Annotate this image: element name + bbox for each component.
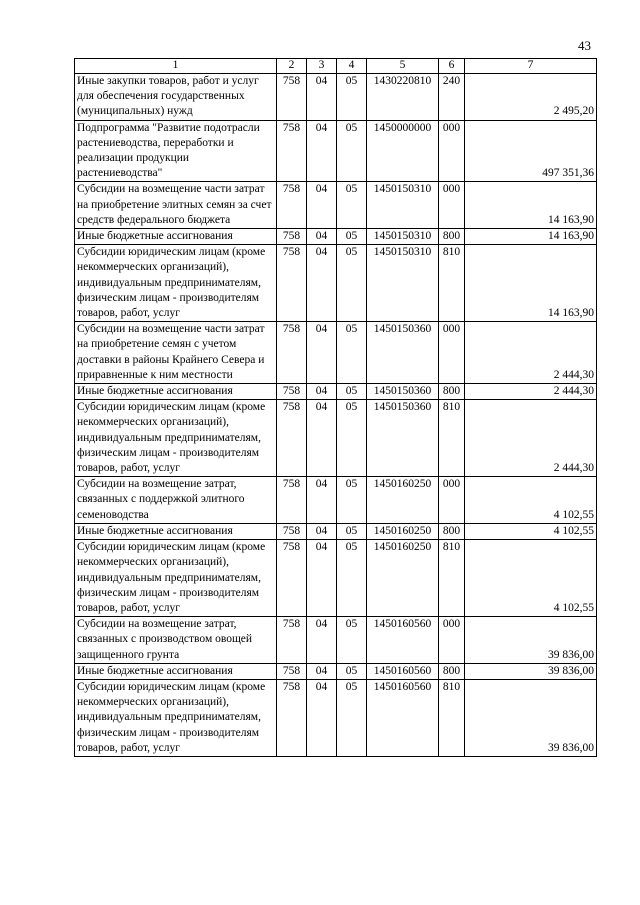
- code-column-2-cell: 758: [277, 182, 307, 229]
- code-column-2-cell: 758: [277, 245, 307, 322]
- code-column-5-cell: 1450160250: [367, 540, 439, 617]
- code-column-4-cell: 05: [337, 120, 367, 182]
- item-name-cell: Иные бюджетные ассигнования: [75, 229, 277, 245]
- code-column-4-cell: 05: [337, 74, 367, 121]
- amount-cell: 2 444,30: [465, 400, 597, 477]
- code-column-4-cell: 05: [337, 322, 367, 384]
- item-name-cell: Субсидии на возмещение части затрат на приобретение элитных семян за счет средств федерального бюджета: [75, 182, 277, 229]
- code-column-5-cell: 1450150310: [367, 245, 439, 322]
- code-column-5-cell: 1450150310: [367, 182, 439, 229]
- table-body: [75, 59, 597, 757]
- code-column-2-cell: 758: [277, 229, 307, 245]
- header-cell-2: 2: [277, 59, 307, 74]
- code-column-2-cell: 758: [277, 74, 307, 121]
- code-column-5-cell: 1450160560: [367, 679, 439, 756]
- code-column-5-cell: 1450150360: [367, 400, 439, 477]
- code-column-5-cell: 1450000000: [367, 120, 439, 182]
- table-row: [75, 120, 597, 182]
- item-name-cell: Субсидии юридическим лицам (кроме некоммерческих организаций), индивидуальным предпринимателям, физическим лицам - производителям товаров, работ, услуг: [75, 540, 277, 617]
- code-column-5-cell: 1430220810: [367, 74, 439, 121]
- code-column-6-cell: 810: [439, 400, 465, 477]
- table-row: [75, 384, 597, 400]
- amount-cell: 14 163,90: [465, 182, 597, 229]
- amount-cell: 14 163,90: [465, 245, 597, 322]
- code-column-4-cell: 05: [337, 477, 367, 524]
- code-column-2-cell: 758: [277, 477, 307, 524]
- code-column-4-cell: 05: [337, 617, 367, 664]
- header-cell-1: 1: [75, 59, 277, 74]
- amount-cell: 2 495,20: [465, 74, 597, 121]
- table-header-row: [75, 59, 597, 74]
- code-column-5-cell: 1450150360: [367, 384, 439, 400]
- code-column-5-cell: 1450150360: [367, 322, 439, 384]
- code-column-2-cell: 758: [277, 523, 307, 539]
- code-column-5-cell: 1450160250: [367, 523, 439, 539]
- amount-cell: 39 836,00: [465, 663, 597, 679]
- amount-cell: 39 836,00: [465, 617, 597, 664]
- code-column-3-cell: 04: [307, 523, 337, 539]
- item-name-cell: Подпрограмма "Развитие подотрасли растениеводства, переработки и реализации продукции растениеводства": [75, 120, 277, 182]
- budget-table: [74, 58, 597, 757]
- amount-cell: 4 102,55: [465, 477, 597, 524]
- code-column-3-cell: 04: [307, 229, 337, 245]
- amount-cell: 497 351,36: [465, 120, 597, 182]
- header-cell-3: 3: [307, 59, 337, 74]
- code-column-4-cell: 05: [337, 400, 367, 477]
- code-column-6-cell: 800: [439, 663, 465, 679]
- table-row: [75, 182, 597, 229]
- code-column-6-cell: 000: [439, 120, 465, 182]
- code-column-5-cell: 1450160560: [367, 617, 439, 664]
- amount-cell: 2 444,30: [465, 322, 597, 384]
- code-column-4-cell: 05: [337, 540, 367, 617]
- code-column-2-cell: 758: [277, 679, 307, 756]
- amount-cell: 39 836,00: [465, 679, 597, 756]
- code-column-4-cell: 05: [337, 384, 367, 400]
- code-column-3-cell: 04: [307, 182, 337, 229]
- item-name-cell: Субсидии на возмещение затрат, связанных с поддержкой элитного семеноводства: [75, 477, 277, 524]
- code-column-3-cell: 04: [307, 663, 337, 679]
- code-column-6-cell: 810: [439, 540, 465, 617]
- code-column-2-cell: 758: [277, 617, 307, 664]
- item-name-cell: Субсидии юридическим лицам (кроме некоммерческих организаций), индивидуальным предпринимателям, физическим лицам - производителям товаров, работ, услуг: [75, 245, 277, 322]
- amount-cell: 4 102,55: [465, 523, 597, 539]
- code-column-4-cell: 05: [337, 229, 367, 245]
- code-column-3-cell: 04: [307, 617, 337, 664]
- code-column-2-cell: 758: [277, 663, 307, 679]
- item-name-cell: Субсидии на возмещение части затрат на приобретение семян с учетом доставки в районы Крайнего Севера и приравненные к ним местности: [75, 322, 277, 384]
- code-column-4-cell: 05: [337, 679, 367, 756]
- code-column-2-cell: 758: [277, 400, 307, 477]
- item-name-cell: Иные бюджетные ассигнования: [75, 663, 277, 679]
- table-row: [75, 400, 597, 477]
- code-column-4-cell: 05: [337, 245, 367, 322]
- item-name-cell: Иные бюджетные ассигнования: [75, 384, 277, 400]
- code-column-2-cell: 758: [277, 540, 307, 617]
- table-row: [75, 245, 597, 322]
- code-column-6-cell: 800: [439, 384, 465, 400]
- item-name-cell: Иные бюджетные ассигнования: [75, 523, 277, 539]
- table-row: [75, 229, 597, 245]
- amount-cell: 4 102,55: [465, 540, 597, 617]
- code-column-3-cell: 04: [307, 322, 337, 384]
- code-column-3-cell: 04: [307, 120, 337, 182]
- code-column-3-cell: 04: [307, 74, 337, 121]
- code-column-2-cell: 758: [277, 384, 307, 400]
- code-column-5-cell: 1450160560: [367, 663, 439, 679]
- code-column-3-cell: 04: [307, 540, 337, 617]
- table-row: [75, 540, 597, 617]
- code-column-6-cell: 800: [439, 523, 465, 539]
- item-name-cell: Субсидии юридическим лицам (кроме некоммерческих организаций), индивидуальным предпринимателям, физическим лицам - производителям товаров, работ, услуг: [75, 400, 277, 477]
- code-column-4-cell: 05: [337, 182, 367, 229]
- table-row: [75, 663, 597, 679]
- table-row: [75, 617, 597, 664]
- code-column-4-cell: 05: [337, 523, 367, 539]
- code-column-6-cell: 240: [439, 74, 465, 121]
- code-column-5-cell: 1450160250: [367, 477, 439, 524]
- table-row: [75, 477, 597, 524]
- header-cell-4: 4: [337, 59, 367, 74]
- amount-cell: 14 163,90: [465, 229, 597, 245]
- code-column-6-cell: 810: [439, 245, 465, 322]
- code-column-4-cell: 05: [337, 663, 367, 679]
- code-column-5-cell: 1450150310: [367, 229, 439, 245]
- header-cell-6: 6: [439, 59, 465, 74]
- item-name-cell: Субсидии на возмещение затрат, связанных с производством овощей защищенного грунта: [75, 617, 277, 664]
- code-column-6-cell: 000: [439, 182, 465, 229]
- code-column-6-cell: 000: [439, 617, 465, 664]
- code-column-3-cell: 04: [307, 245, 337, 322]
- code-column-3-cell: 04: [307, 384, 337, 400]
- table-row: [75, 74, 597, 121]
- item-name-cell: Иные закупки товаров, работ и услуг для обеспечения государственных (муниципальных) нужд: [75, 74, 277, 121]
- code-column-3-cell: 04: [307, 477, 337, 524]
- code-column-6-cell: 000: [439, 477, 465, 524]
- code-column-3-cell: 04: [307, 400, 337, 477]
- table-row: [75, 322, 597, 384]
- header-cell-7: 7: [465, 59, 597, 74]
- code-column-6-cell: 800: [439, 229, 465, 245]
- code-column-3-cell: 04: [307, 679, 337, 756]
- page-number: 43: [578, 38, 591, 53]
- code-column-2-cell: 758: [277, 322, 307, 384]
- item-name-cell: Субсидии юридическим лицам (кроме некоммерческих организаций), индивидуальным предпринимателям, физическим лицам - производителям товаров, работ, услуг: [75, 679, 277, 756]
- code-column-2-cell: 758: [277, 120, 307, 182]
- table-row: [75, 523, 597, 539]
- header-cell-5: 5: [367, 59, 439, 74]
- code-column-6-cell: 810: [439, 679, 465, 756]
- table-row: [75, 679, 597, 756]
- amount-cell: 2 444,30: [465, 384, 597, 400]
- code-column-6-cell: 000: [439, 322, 465, 384]
